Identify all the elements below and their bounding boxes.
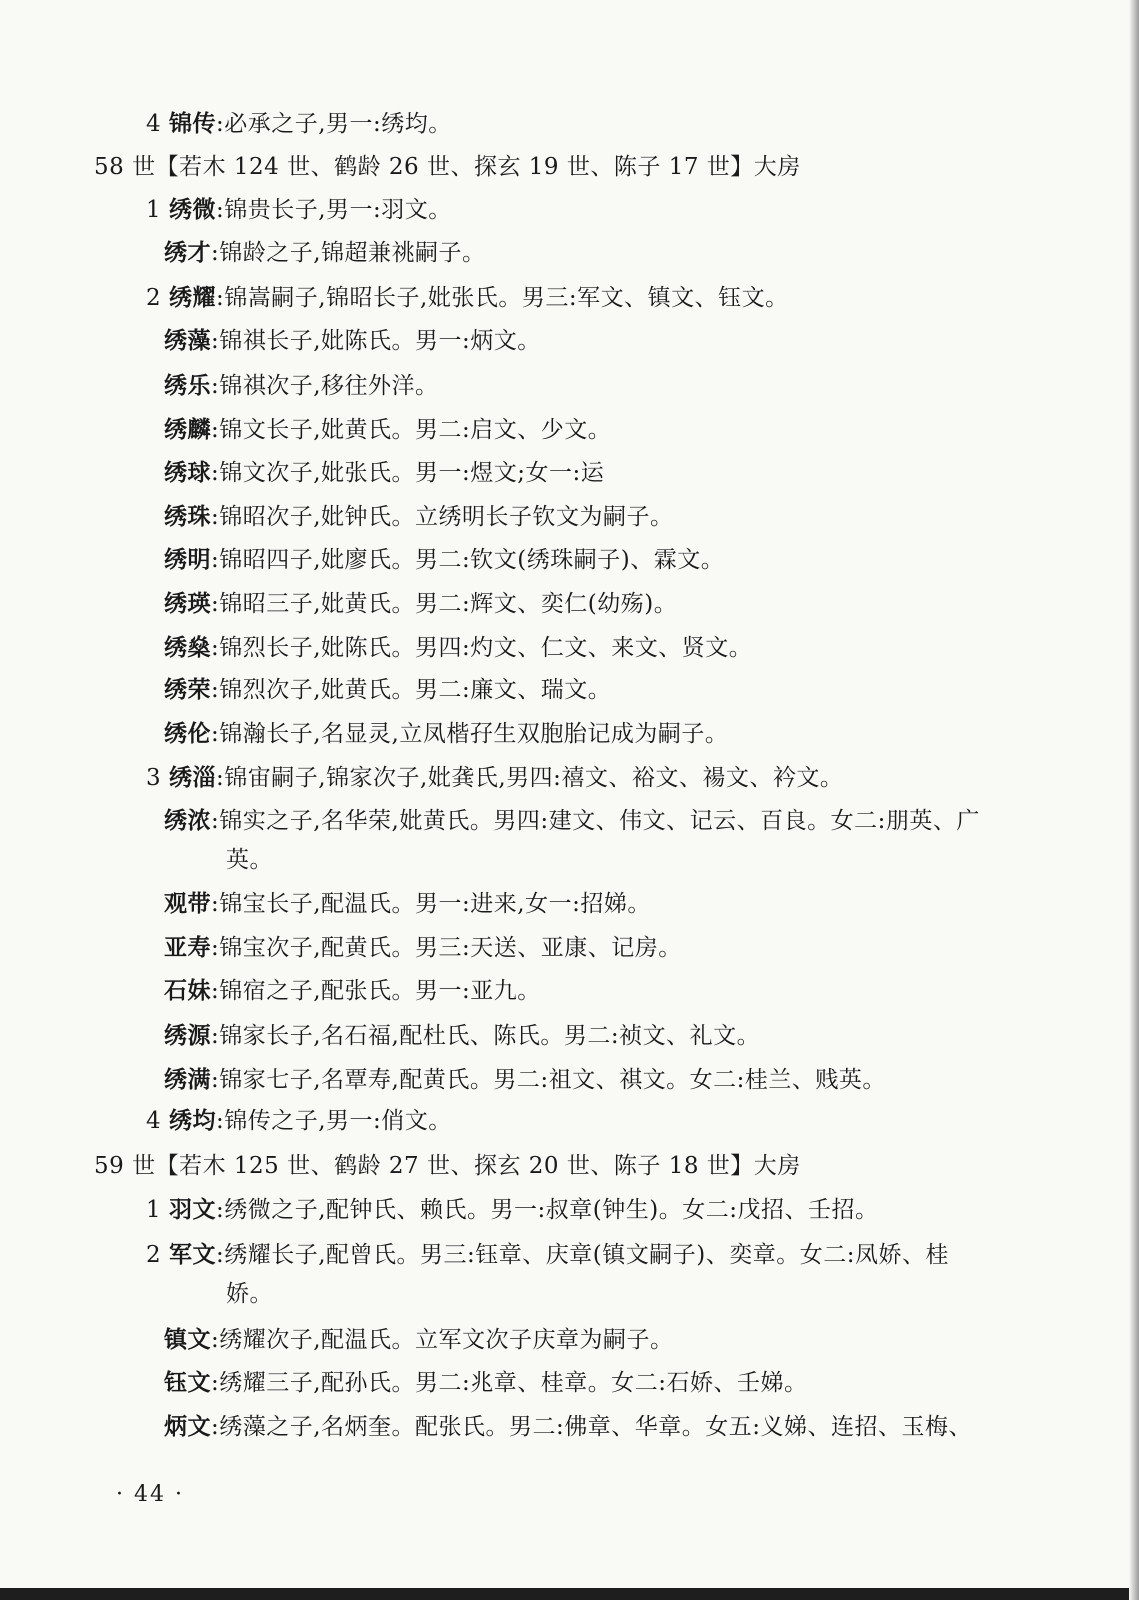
genealogy-entry <box>146 761 843 795</box>
entry-text: :锦昭三子,妣黄氏。男二:辉文、奕仁(幼殇)。 <box>211 591 678 617</box>
entry-text: :锦祺次子,移往外洋。 <box>211 373 439 399</box>
branch-number: 2 <box>146 285 169 311</box>
genealogy-entry <box>146 1238 949 1272</box>
genealogy-entry <box>146 281 789 315</box>
person-name: 绣满 <box>164 1066 211 1093</box>
generation-heading-text: 59 世【若木 125 世、鹤龄 27 世、探玄 20 世、陈子 18 世】大房 <box>94 1153 801 1179</box>
entry-text: 英。 <box>226 847 273 873</box>
genealogy-entry <box>164 1063 886 1097</box>
generation-heading-text: 58 世【若木 124 世、鹤龄 26 世、探玄 19 世、陈子 17 世】大房 <box>94 154 801 180</box>
page-number: · 44 · <box>116 1482 184 1507</box>
entry-text: 娇。 <box>226 1281 273 1307</box>
genealogy-entry <box>164 1410 972 1444</box>
entry-text: :锦宝次子,配黄氏。男三:天送、亚康、记房。 <box>211 935 682 961</box>
genealogy-entry <box>164 1019 760 1053</box>
person-name: 羽文 <box>168 1196 216 1223</box>
branch-number: 1 <box>146 1197 169 1223</box>
entry-text: :锦宿之子,配张氏。男一:亚九。 <box>211 978 541 1004</box>
person-name: 绣耀 <box>168 284 216 311</box>
entry-text: :锦瀚长子,名显灵,立凤楷孖生双胞胎记成为嗣子。 <box>211 721 729 747</box>
person-name: 军文 <box>168 1241 216 1268</box>
scan-edge-bottom <box>0 1588 1139 1600</box>
genealogy-entry <box>164 931 682 965</box>
entry-text: :绣耀长子,配曾氏。男三:钰章、庆章(镇文嗣子)、奕章。女二:凤娇、桂 <box>215 1242 949 1268</box>
entry-continuation <box>226 843 273 877</box>
person-name: 镇文 <box>164 1326 211 1353</box>
genealogy-entry <box>164 1323 674 1357</box>
genealogy-entry <box>164 804 980 838</box>
entry-text: :锦实之子,名华荣,妣黄氏。男四:建文、伟文、记云、百良。女二:朋英、广 <box>211 808 980 834</box>
entry-text: :锦贵长子,男一:羽文。 <box>215 197 452 223</box>
person-name: 绣乐 <box>164 372 211 399</box>
entry-text: :锦宙嗣子,锦家次子,妣龚氏,男四:禧文、裕文、禓文、衿文。 <box>215 765 844 791</box>
entry-text: :锦龄之子,锦超兼祧嗣子。 <box>211 240 486 266</box>
entry-text: :锦祺长子,妣陈氏。男一:炳文。 <box>211 328 541 354</box>
entry-text: :锦宝长子,配温氏。男一:进来,女一:招娣。 <box>211 891 651 917</box>
genealogy-entry <box>164 1366 808 1400</box>
genealogy-entry <box>164 543 724 577</box>
entry-text: :锦烈次子,妣黄氏。男二:廉文、瑞文。 <box>211 677 612 703</box>
genealogy-entry <box>146 1193 878 1227</box>
genealogy-entry <box>164 369 439 403</box>
person-name: 钰文 <box>164 1369 211 1396</box>
generation-heading <box>94 1149 801 1183</box>
person-name: 炳文 <box>164 1413 211 1440</box>
branch-number: 4 <box>146 1108 169 1134</box>
person-name: 绣均 <box>168 1107 216 1134</box>
person-name: 绣源 <box>164 1022 211 1049</box>
branch-number: 3 <box>146 765 169 791</box>
entry-continuation <box>226 1277 273 1311</box>
entry-text: :锦烈长子,妣陈氏。男四:灼文、仁文、来文、贤文。 <box>211 635 753 661</box>
entry-text: :锦昭次子,妣钟氏。立绣明长子钦文为嗣子。 <box>211 504 674 530</box>
entry-text: :绣微之子,配钟氏、赖氏。男一:叔章(钟生)。女二:戊招、壬招。 <box>215 1197 879 1223</box>
person-name: 锦传 <box>168 110 216 137</box>
person-name: 绣麟 <box>164 416 211 443</box>
scan-edge-right <box>1129 0 1139 1600</box>
genealogy-entry <box>146 1104 452 1138</box>
person-name: 绣珠 <box>164 503 211 530</box>
entry-text: :锦昭四子,妣廖氏。男二:钦文(绣珠嗣子)、霖文。 <box>211 547 725 573</box>
person-name: 亚寿 <box>164 934 211 961</box>
person-name: 绣明 <box>164 546 211 573</box>
branch-number: 2 <box>146 1242 169 1268</box>
genealogy-entry <box>164 413 611 447</box>
person-name: 绣球 <box>164 459 211 486</box>
genealogy-entry <box>164 456 604 490</box>
entry-text: :锦文次子,妣张氏。男一:煜文;女一:运 <box>211 460 605 486</box>
entry-text: :绣耀三子,配孙氏。男二:兆章、桂章。女二:石娇、壬娣。 <box>211 1370 808 1396</box>
person-name: 石妹 <box>164 977 211 1004</box>
entry-text: :必承之子,男一:绣均。 <box>215 111 452 137</box>
entry-text: :锦家长子,名石福,配杜氏、陈氏。男二:祯文、礼文。 <box>211 1023 761 1049</box>
genealogy-entry <box>164 974 541 1008</box>
entry-text: :锦家七子,名覃寿,配黄氏。男二:祖文、祺文。女二:桂兰、贱英。 <box>211 1067 886 1093</box>
person-name: 绣藻 <box>164 327 211 354</box>
person-name: 观带 <box>164 890 211 917</box>
entry-text: :绣耀次子,配温氏。立军文次子庆章为嗣子。 <box>211 1327 674 1353</box>
branch-number: 4 <box>146 111 169 137</box>
person-name: 绣才 <box>164 239 211 266</box>
genealogy-entry <box>164 717 728 751</box>
genealogy-entry <box>164 236 486 270</box>
genealogy-entry <box>164 887 651 921</box>
genealogy-entry <box>164 324 541 358</box>
genealogy-entry <box>146 193 452 227</box>
person-name: 绣瑛 <box>164 590 211 617</box>
entry-text: :绣藻之子,名炳奎。配张氏。男二:佛章、华章。女五:义娣、连招、玉梅、 <box>211 1414 973 1440</box>
genealogy-entry <box>164 587 677 621</box>
person-name: 绣燊 <box>164 634 211 661</box>
person-name: 绣浓 <box>164 807 211 834</box>
person-name: 绣伦 <box>164 720 211 747</box>
entry-text: :锦文长子,妣黄氏。男二:启文、少文。 <box>211 417 612 443</box>
genealogy-entry <box>146 107 452 141</box>
person-name: 绣荣 <box>164 676 211 703</box>
entry-text: :锦嵩嗣子,锦昭长子,妣张氏。男三:军文、镇文、钰文。 <box>215 285 789 311</box>
entry-text: :锦传之子,男一:俏文。 <box>215 1108 452 1134</box>
generation-heading <box>94 150 801 184</box>
branch-number: 1 <box>146 197 169 223</box>
person-name: 绣微 <box>168 196 216 223</box>
genealogy-entry <box>164 673 611 707</box>
genealogy-entry <box>164 631 752 665</box>
person-name: 绣淄 <box>168 764 216 791</box>
genealogy-entry <box>164 500 674 534</box>
